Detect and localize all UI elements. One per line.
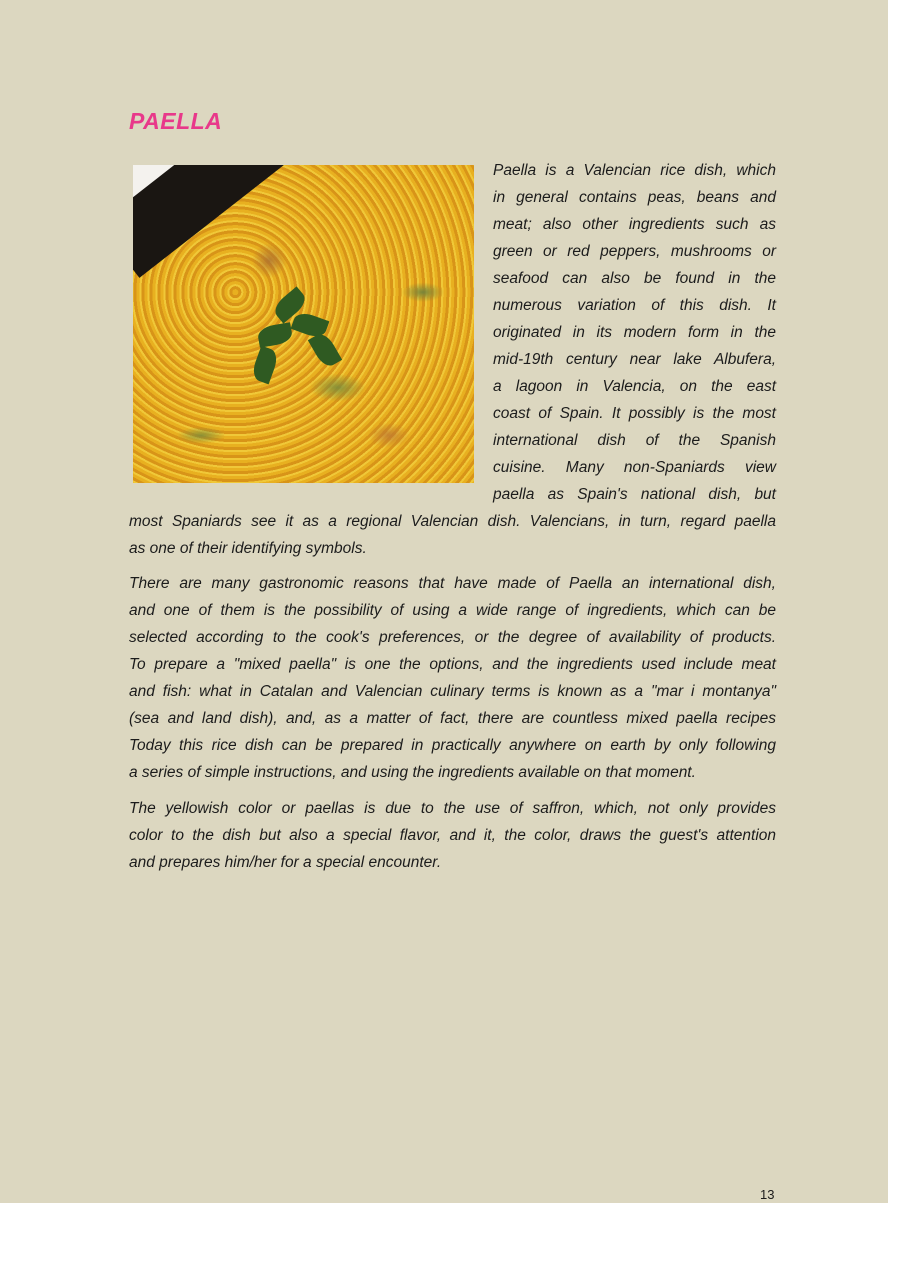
text-line: a series of simple instructions, and using the ingredients available on that moment. xyxy=(129,764,696,781)
text-line: and fish: what in Catalan and Valencian culinary terms is known as a "mar i montanya" xyxy=(129,683,776,700)
text-line: cuisine. Many non-Spaniards view xyxy=(493,459,776,476)
text-line: The yellowish color or paellas is due to the use of saffron, which, not only provides xyxy=(129,800,776,817)
text-line: Today this rice dish can be prepared in practically anywhere on earth by only following xyxy=(129,737,776,754)
text-line: numerous variation of this dish. It xyxy=(493,297,776,314)
text-line: a lagoon in Valencia, on the east xyxy=(493,378,776,395)
page-number: 13 xyxy=(760,1187,775,1202)
text-line: international dish of the Spanish xyxy=(493,432,776,449)
text-line: Paella is a Valencian rice dish, which xyxy=(493,162,776,179)
parsley-leaf xyxy=(257,322,294,348)
text-line: green or red peppers, mushrooms or xyxy=(493,243,776,260)
text-line: There are many gastronomic reasons that have made of Paella an international dish, xyxy=(129,575,776,592)
parsley-leaf xyxy=(250,346,280,385)
pan-edge xyxy=(133,165,313,278)
text-line: and one of them is the possibility of using a wide range of ingredients, which can be xyxy=(129,602,776,619)
text-line: in general contains peas, beans and xyxy=(493,189,776,206)
text-line: coast of Spain. It possibly is the most xyxy=(493,405,776,422)
text-line: paella as Spain's national dish, but xyxy=(493,486,776,503)
text-line: To prepare a "mixed paella" is one the options, and the ingredients used include meat xyxy=(129,656,776,673)
text-line: selected according to the cook's preferences, or the degree of availability of products. xyxy=(129,629,776,646)
text-line: mid-19th century near lake Albufera, xyxy=(493,351,776,368)
paella-photo xyxy=(133,165,474,483)
text-line: (sea and land dish), and, as a matter of fact, there are countless mixed paella recipes xyxy=(129,710,776,727)
text-line: and prepares him/her for a special encounter. xyxy=(129,854,442,871)
parsley-leaf xyxy=(308,330,342,369)
text-line: most Spaniards see it as a regional Valencian dish. Valencians, in turn, regard paella xyxy=(129,513,776,530)
text-line: color to the dish but also a special flavor, and it, the color, draws the guest's attention xyxy=(129,827,776,844)
text-line: originated in its modern form in the xyxy=(493,324,776,341)
text-line: seafood can also be found in the xyxy=(493,270,776,287)
page-title: PAELLA xyxy=(129,108,223,134)
text-line: as one of their identifying symbols. xyxy=(129,540,367,557)
text-line: meat; also other ingredients such as xyxy=(493,216,776,233)
